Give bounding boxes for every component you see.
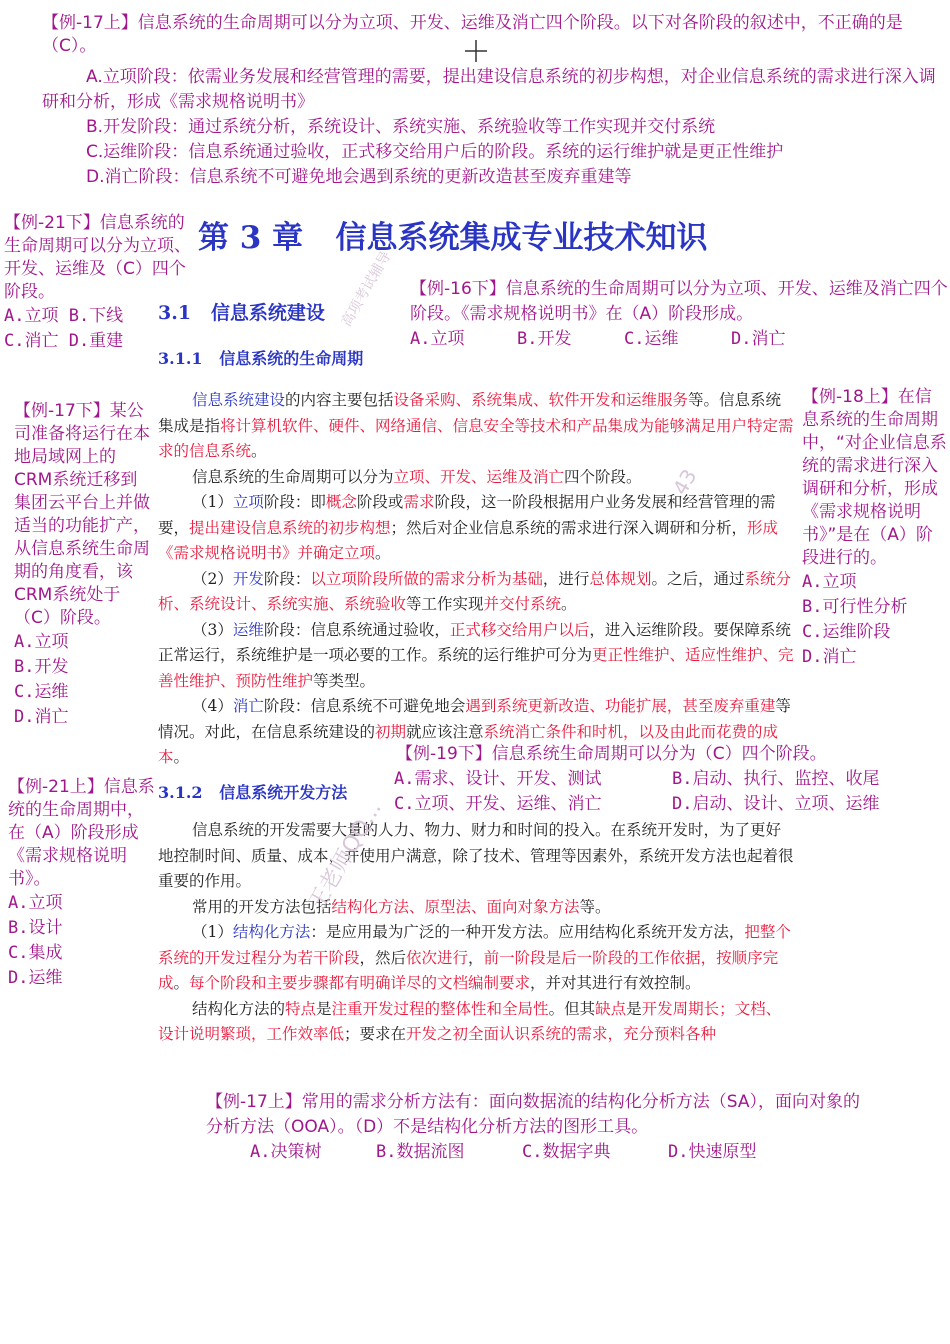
mid-q-option-d: D.启动、设计、立项、运维 bbox=[672, 794, 880, 814]
body-paragraph: 信息系统的开发需要大量的人力、物力、财力和时间的投入。在系统开发时，为了更好地控制时间、质量、成本，并使用户满意，除了技术、管理等因素外，系统开发方法也起着很重要的作用。 bbox=[158, 821, 794, 890]
watermark-3: 王老师QQ... bbox=[304, 797, 387, 915]
mid-q-option-b: B.启动、执行、监控、收尾 bbox=[672, 769, 880, 789]
left-q3-stem: 【例-21上】信息系统的生命周期中，在（A）阶段形成《需求规格说明书》。 bbox=[8, 777, 155, 889]
right-q2-option-d: D.消亡 bbox=[802, 647, 857, 667]
section-3-1-2: 3.1.2 信息系统开发方法 bbox=[158, 783, 348, 802]
cursor-crosshair bbox=[465, 40, 487, 62]
middle-question bbox=[394, 742, 914, 817]
section-3-1: 3.1 信息系统建设 bbox=[158, 302, 325, 324]
left-q2-option-d: D.消亡 bbox=[14, 707, 69, 727]
left-q3-option-c: C.集成 bbox=[8, 943, 63, 963]
right-q1-option: A.立项 bbox=[410, 329, 465, 349]
body-paragraph: 信息系统的生命周期可以分为立项、开发、运维及消亡四个阶段。 bbox=[192, 467, 642, 486]
body-paragraph: 结构化方法的特点是注重开发过程的整体性和全局性。但其缺点是开发周期长；文档、设计说明繁琐，工作效率低；要求在开发之初全面认识系统的需求，充分预料各种 bbox=[158, 999, 782, 1043]
section-3-1-1-body bbox=[158, 388, 794, 771]
top-question bbox=[42, 12, 947, 58]
mid-q-option-c: C.立项、开发、运维、消亡 bbox=[394, 794, 602, 814]
left-q1-stem: 【例-21下】信息系统的生命周期可以分为立项、开发、运维及（C）四个阶段。 bbox=[4, 213, 191, 302]
section-3-1-2-body bbox=[158, 818, 794, 1048]
left-q3-option-a: A.立项 bbox=[8, 893, 63, 913]
top-option-a: A.立项阶段：依需业务发展和经营管理的需要，提出建设信息系统的初步构想，对企业信息系统的需求进行深入调研和分析，形成《需求规格说明书》 bbox=[42, 67, 936, 112]
mid-q-stem: 【例-19下】信息系统生命周期可以分为（C）四个阶段。 bbox=[396, 744, 827, 764]
mid-q-option-a: A.需求、设计、开发、测试 bbox=[394, 769, 602, 789]
top-option-d: D.消亡阶段：信息系统不可避免地会遇到系统的更新改造甚至废弃重建等 bbox=[86, 167, 632, 187]
body-paragraph: （3）运维阶段：信息系统通过验收，正式移交给用户以后，进入运维阶段。要保障系统正常运行，系统维护是一项必要的工作。系统的运行维护可分为更正性维护、适应性维护、完善性维护、预防性维护等类型。 bbox=[158, 620, 794, 690]
bottom-q-option-c: C.数据字典 bbox=[522, 1142, 611, 1162]
section-3-1-1: 3.1.1 信息系统的生命周期 bbox=[158, 349, 364, 368]
body-paragraph: 常用的开发方法包括结构化方法、原型法、面向对象方法等。 bbox=[192, 897, 611, 916]
chapter-title: 第 3 章 信息系统集成专业技术知识 bbox=[198, 220, 708, 256]
crosshair-icon bbox=[465, 40, 487, 62]
left-q2-option-b: B.开发 bbox=[14, 657, 69, 677]
right-q1-stem: 【例-16下】信息系统的生命周期可以分为立项、开发、运维及消亡四个阶段。《需求规格说明书》在（A）阶段形成。 bbox=[410, 279, 948, 324]
body-paragraph: （1）结构化方法：是应用最为广泛的一种开发方法。应用结构化系统开发方法，把整个系统的开发过程分为若干阶段，然后依次进行，前一阶段是后一阶段的工作依据，按顺序完成。每个阶段和主要步骤都有明确详尽的文档编制要求，并对其进行有效控制。 bbox=[158, 923, 791, 992]
body-paragraph: （4）消亡阶段：信息系统不可避免地会遇到系统更新改造、功能扩展，甚至废弃重建等情况。对此，在信息系统建设的初期就应该注意系统消亡条件和时机，以及由此而花费的成本。 bbox=[158, 697, 791, 766]
right-q2-option-a: A.立项 bbox=[802, 572, 857, 592]
right-question-1 bbox=[410, 277, 948, 352]
left-question-3 bbox=[8, 776, 156, 991]
left-q2-option-c: C.运维 bbox=[14, 682, 69, 702]
bottom-q-stem: 【例-17上】常用的需求分析方法有：面向数据流的结构化分析方法（SA），面向对象的分析方法（OOA）。（D）不是结构化分析方法的图形工具。 bbox=[206, 1092, 861, 1137]
top-question-stem: 【例-17上】信息系统的生命周期可以分为立项、开发、运维及消亡四个阶段。以下对各阶段的叙述中，不正确的是（C）。 bbox=[42, 13, 903, 56]
left-q3-option-b: B.设计 bbox=[8, 918, 63, 938]
top-option-b: B.开发阶段：通过系统分析，系统设计、系统实施、系统验收等工作实现并交付系统 bbox=[86, 117, 716, 137]
left-question-1 bbox=[4, 212, 196, 354]
body-paragraph: 信息系统建设的内容主要包括设备采购、系统集成、软件开发和运维服务等。信息系统集成是指将计算机软件、硬件、网络通信、信息安全等技术和产品集成为能够满足用户特定需求的信息系统。 bbox=[158, 391, 794, 460]
body-paragraph: （2）开发阶段：以立项阶段所做的需求分析为基础，进行总体规划。之后，通过系统分析、系统设计、系统实施、系统验收等工作实现并交付系统。 bbox=[158, 569, 791, 613]
bottom-question bbox=[206, 1090, 868, 1165]
bottom-q-option-d: D.快速原型 bbox=[668, 1142, 757, 1162]
body-paragraph: （1）立项阶段：即概念阶段或需求阶段，这一阶段根据用户业务发展和经营管理的需要，提出建设信息系统的初步构想；然后对企业信息系统的需求进行深入调研和分析，形成《需求规格说明书》并确定立项。 bbox=[158, 493, 779, 562]
right-q1-option: D.消亡 bbox=[731, 329, 786, 349]
bottom-q-option-a: A.决策树 bbox=[250, 1142, 322, 1162]
right-q2-option-b: B.可行性分析 bbox=[802, 597, 908, 617]
left-q1-options-1: A.立项 B.下线 bbox=[4, 306, 124, 326]
right-question-2 bbox=[802, 386, 948, 670]
left-q2-stem: 【例-17下】某公司准备将运行在本地局域网上的CRM系统迁移到集团云平台上并做适当的功能扩产，从信息系统生命周期的角度看，该CRM系统处于（C）阶段。 bbox=[14, 401, 150, 628]
top-option-c: C.运维阶段：信息系统通过验收，正式移交给用户后的阶段。系统的运行维护就是更正性维护 bbox=[86, 142, 784, 162]
left-q2-option-a: A.立项 bbox=[14, 632, 69, 652]
right-q1-option: B.开发 bbox=[517, 329, 572, 349]
watermark-1: 高项考试辅导 bbox=[338, 248, 395, 330]
left-question-2 bbox=[14, 400, 152, 730]
watermark-2: 43 bbox=[667, 464, 702, 500]
right-q2-option-c: C.运维阶段 bbox=[802, 622, 891, 642]
left-q3-option-d: D.运维 bbox=[8, 968, 63, 988]
top-question-options bbox=[42, 65, 947, 190]
bottom-q-option-b: B.数据流图 bbox=[376, 1142, 465, 1162]
left-q1-options-2: C.消亡 D.重建 bbox=[4, 331, 124, 351]
right-q1-option: C.运维 bbox=[624, 329, 679, 349]
right-q2-stem: 【例-18上】在信息系统的生命周期中，“对企业信息系统的需求进行深入调研和分析，形成《需求规格说明书》”是在（A）阶段进行的。 bbox=[802, 387, 947, 568]
